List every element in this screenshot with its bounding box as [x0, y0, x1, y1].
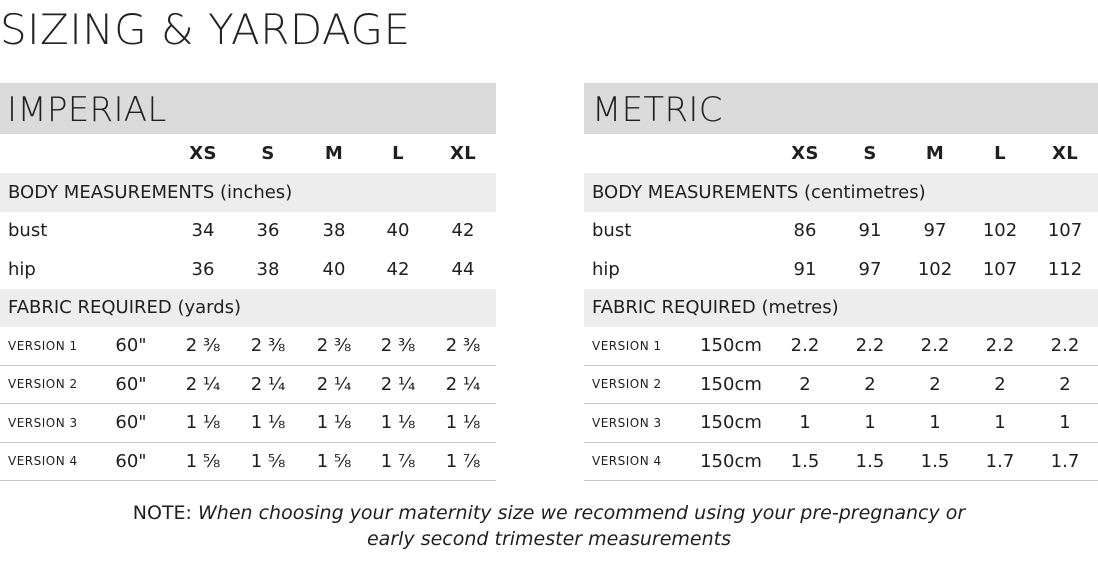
row-label: hip — [592, 258, 620, 280]
section-label: FABRIC REQUIRED (metres) — [592, 297, 839, 319]
table-row — [0, 443, 496, 482]
metric-table — [584, 83, 1098, 481]
table-cell: 40 — [386, 220, 410, 242]
table-cell: 1 ⅝ — [185, 450, 221, 472]
table-row — [584, 366, 1098, 405]
table-row — [0, 404, 496, 443]
table-cell: 2 — [799, 373, 811, 395]
note-lead: NOTE: — [132, 502, 192, 524]
table-row — [0, 327, 496, 366]
table-cell: 2 ⅜ — [445, 335, 481, 357]
table-cell: 1.5 — [790, 450, 820, 472]
table-cell: 1 — [1059, 412, 1071, 434]
table-row — [584, 443, 1098, 482]
table-cell: 36 — [191, 258, 215, 280]
fabric-width: 60" — [115, 412, 147, 434]
table-cell: 1 ⅛ — [185, 412, 221, 434]
table-cell: 1.5 — [855, 450, 885, 472]
table-cell: 86 — [793, 220, 817, 242]
size-header: M — [925, 143, 945, 164]
note-line-2: early second trimester measurements — [366, 528, 731, 550]
size-header: XS — [189, 143, 217, 164]
size-header: XL — [1052, 143, 1078, 164]
table-cell: 2 ¼ — [445, 373, 481, 395]
table-cell: 2 — [864, 373, 876, 395]
note-text: When choosing your maternity size we recommend using your pre-pregnancy or — [198, 502, 966, 524]
size-header: S — [261, 143, 275, 164]
fabric-width: 60" — [115, 450, 147, 472]
table-cell: 1 ⅛ — [316, 412, 352, 434]
table-cell: 2 ¼ — [380, 373, 416, 395]
imperial-size-row — [0, 134, 496, 173]
table-cell: 1 ⅞ — [380, 450, 416, 472]
table-cell: 1.7 — [985, 450, 1015, 472]
fabric-width: 150cm — [700, 412, 762, 434]
imperial-table — [0, 83, 496, 481]
fabric-width: 150cm — [700, 373, 762, 395]
table-row — [0, 250, 496, 289]
table-cell: 2 — [1059, 373, 1071, 395]
table-cell: 2.2 — [855, 335, 885, 357]
table-cell: 97 — [923, 220, 947, 242]
size-header: M — [324, 143, 344, 164]
size-header: XL — [450, 143, 476, 164]
version-label: VERSION 3 — [592, 415, 662, 430]
table-cell: 34 — [191, 220, 215, 242]
table-cell: 91 — [793, 258, 817, 280]
fabric-width: 60" — [115, 335, 147, 357]
table-cell: 1 — [864, 412, 876, 434]
size-header: L — [994, 143, 1006, 164]
version-label: VERSION 1 — [592, 338, 662, 353]
table-cell: 102 — [917, 258, 953, 280]
metric-heading: METRIC — [592, 90, 723, 130]
table-cell: 2 ⅜ — [316, 335, 352, 357]
table-cell: 1 ⅛ — [250, 412, 286, 434]
size-header: S — [863, 143, 877, 164]
imperial-body-section — [0, 173, 496, 212]
version-label: VERSION 4 — [592, 454, 662, 469]
table-row — [584, 212, 1098, 251]
fabric-width: 60" — [115, 373, 147, 395]
table-cell: 102 — [982, 220, 1018, 242]
version-label: VERSION 1 — [8, 338, 78, 353]
table-row — [584, 327, 1098, 366]
table-row — [584, 404, 1098, 443]
version-label: VERSION 2 — [8, 377, 78, 392]
fabric-width: 150cm — [700, 450, 762, 472]
section-label: FABRIC REQUIRED (yards) — [8, 297, 242, 319]
table-cell: 38 — [322, 220, 346, 242]
table-cell: 2 ¼ — [316, 373, 352, 395]
imperial-heading: IMPERIAL — [7, 90, 167, 130]
note-line-1 — [0, 500, 1098, 526]
page-title: SIZING & YARDAGE — [0, 5, 411, 54]
table-cell: 1 ⅛ — [445, 412, 481, 434]
table-cell: 2 ¼ — [250, 373, 286, 395]
section-label: BODY MEASUREMENTS (centimetres) — [592, 181, 926, 203]
metric-header — [584, 83, 1098, 134]
table-cell: 107 — [1047, 220, 1083, 242]
table-cell: 91 — [858, 220, 882, 242]
table-cell: 112 — [1047, 258, 1083, 280]
table-cell: 1 — [799, 412, 811, 434]
table-cell: 38 — [256, 258, 280, 280]
table-row — [584, 250, 1098, 289]
table-cell: 1 ⅝ — [250, 450, 286, 472]
table-cell: 42 — [451, 220, 475, 242]
table-row — [0, 366, 496, 405]
table-cell: 44 — [451, 258, 475, 280]
table-cell: 36 — [256, 220, 280, 242]
row-label: bust — [592, 220, 632, 242]
table-cell: 2.2 — [1050, 335, 1080, 357]
table-cell: 2 — [929, 373, 941, 395]
table-cell: 107 — [982, 258, 1018, 280]
section-label: BODY MEASUREMENTS (inches) — [8, 181, 293, 203]
table-cell: 1 ⅝ — [316, 450, 352, 472]
metric-size-row — [584, 134, 1098, 173]
table-cell: 2 — [994, 373, 1006, 395]
row-label: bust — [8, 220, 48, 242]
table-cell: 1 ⅛ — [380, 412, 416, 434]
version-label: VERSION 4 — [8, 454, 78, 469]
imperial-fabric-section — [0, 289, 496, 328]
table-cell: 1 — [994, 412, 1006, 434]
table-cell: 2 ⅜ — [185, 335, 221, 357]
table-cell: 1 — [929, 412, 941, 434]
table-cell: 2.2 — [985, 335, 1015, 357]
metric-fabric-section — [584, 289, 1098, 328]
note — [0, 500, 1098, 552]
table-cell: 42 — [386, 258, 410, 280]
table-cell: 1.7 — [1050, 450, 1080, 472]
metric-body-section — [584, 173, 1098, 212]
table-cell: 97 — [858, 258, 882, 280]
table-cell: 2 ¼ — [185, 373, 221, 395]
row-label: hip — [8, 258, 36, 280]
table-cell: 2 ⅜ — [380, 335, 416, 357]
table-cell: 1.5 — [920, 450, 950, 472]
size-header: XS — [791, 143, 819, 164]
size-header: L — [392, 143, 404, 164]
table-cell: 2.2 — [790, 335, 820, 357]
table-row — [0, 212, 496, 251]
version-label: VERSION 3 — [8, 415, 78, 430]
table-cell: 1 ⅞ — [445, 450, 481, 472]
table-cell: 2 ⅜ — [250, 335, 286, 357]
imperial-header — [0, 83, 496, 134]
version-label: VERSION 2 — [592, 377, 662, 392]
table-cell: 40 — [322, 258, 346, 280]
fabric-width: 150cm — [700, 335, 762, 357]
table-cell: 2.2 — [920, 335, 950, 357]
